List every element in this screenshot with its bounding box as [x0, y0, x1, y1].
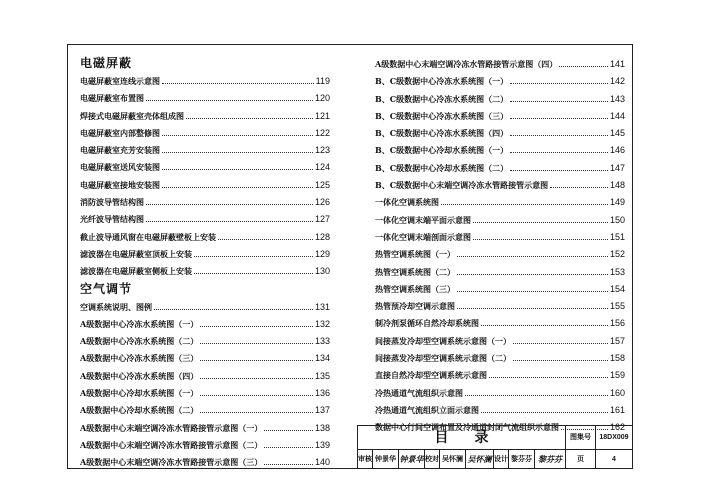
toc-entry [80, 124, 330, 141]
dot-leader [473, 228, 608, 240]
dot-leader [200, 401, 313, 413]
dot-leader [510, 90, 608, 102]
dot-leader [513, 349, 608, 361]
toc-entry [375, 141, 625, 158]
toc-entry [80, 315, 330, 332]
toc-entry [375, 228, 625, 245]
toc-entry-page: 124 [314, 162, 330, 173]
toc-entry-page: 161 [609, 404, 625, 415]
toc-entry-page: 128 [314, 231, 330, 242]
dot-leader [559, 55, 608, 67]
toc-entry [80, 419, 330, 436]
toc-entry-title: A级数据中心冷冻水系统图（二） [80, 336, 199, 347]
toc-entry-title: A级数据中心末端空调冷冻水管路接管示意图（四） [375, 59, 558, 69]
section-heading: 电磁屏蔽 [80, 56, 133, 70]
toc-entry-page: 145 [609, 128, 625, 139]
dot-leader [457, 245, 608, 257]
toc-entry-page: 122 [314, 127, 330, 138]
dot-leader [264, 436, 313, 448]
toc-entry-page: 120 [314, 93, 330, 104]
reviewer-signature: 钟景华 [399, 450, 425, 469]
dot-leader [200, 315, 313, 327]
toc-entry-title: B、C级数据中心冷却水系统图（一） [375, 145, 509, 156]
toc-entry [375, 349, 625, 366]
drawing-frame [67, 44, 633, 469]
dot-leader [194, 262, 313, 274]
dot-leader [510, 124, 608, 136]
toc-entry-title: 间接蒸发冷却型空调系统示意图（一） [375, 335, 511, 346]
toc-entry-title: 滤波器在电磁屏蔽室顶板上安装 [80, 248, 192, 259]
toc-right-column [375, 55, 625, 436]
toc-entry-page: 157 [609, 335, 625, 346]
toc-entry [80, 210, 330, 227]
dot-leader [162, 124, 313, 136]
toc-entry [375, 193, 625, 210]
dot-leader [162, 72, 314, 84]
toc-entry-page: 153 [609, 266, 625, 277]
dot-leader [473, 211, 608, 223]
dot-leader [481, 401, 608, 413]
toc-entry-page: 137 [314, 405, 330, 416]
toc-entry-title: 电磁屏蔽室连线示意图 [80, 76, 160, 86]
toc-entry-page: 155 [609, 301, 625, 312]
design-label: 设计 [494, 450, 509, 469]
dot-leader [162, 158, 313, 170]
toc-entry-page: 123 [314, 145, 330, 156]
toc-entry [80, 107, 330, 124]
toc-entry [80, 228, 330, 245]
toc-entry-title: 制冷剂泵循环自然冷却系统图 [375, 318, 479, 329]
dot-leader [513, 332, 608, 344]
dot-leader [510, 159, 608, 171]
toc-entry-title: A级数据中心冷冻水系统图（三） [80, 353, 199, 364]
toc-entry-title: 光纤波导管结构图 [80, 214, 144, 225]
toc-entry [375, 176, 625, 193]
toc-entry [375, 401, 625, 418]
toc-entry [375, 72, 625, 89]
dot-leader [550, 176, 608, 188]
toc-entry-title: 热管预冷却空调示意图 [375, 301, 455, 312]
toc-entry [80, 89, 330, 106]
toc-entry [80, 193, 330, 210]
toc-entry-page: 151 [609, 231, 625, 242]
toc-entry [80, 332, 330, 349]
toc-entry [375, 55, 625, 72]
toc-entry-page: 149 [609, 197, 625, 208]
toc-entry-title: A级数据中心冷冻水系统图（一） [80, 318, 199, 329]
toc-entry-title: 一体化空调末端平面示意图 [375, 214, 471, 225]
dot-leader [510, 107, 608, 119]
toc-entry-title: B、C级数据中心冷冻水系统图（三） [375, 110, 509, 121]
toc-entry-title: B、C级数据中心冷冻水系统图（一） [375, 76, 509, 87]
toc-entry-page: 141 [609, 59, 625, 69]
toc-entry-page: 132 [314, 318, 330, 329]
toc-entry [375, 314, 625, 331]
designer-signature: 黎芬芬 [535, 450, 566, 469]
toc-entry-title: 一体化空调系统图 [375, 197, 439, 208]
toc-entry-page: 135 [314, 370, 330, 381]
designer-name: 黎芬芬 [509, 450, 535, 469]
toc-entry-page: 147 [609, 162, 625, 173]
toc-entry-page: 142 [609, 76, 625, 87]
toc-entry-title: 热管空调系统图（一） [375, 249, 455, 260]
toc-entry-title: 冷热通道气流组织立面示意图 [375, 404, 479, 415]
dot-leader [441, 193, 608, 205]
toc-entry [375, 124, 625, 141]
toc-entry [375, 90, 625, 107]
toc-entry [375, 297, 625, 314]
toc-entry-page: 152 [609, 249, 625, 260]
toc-entry-page: 130 [314, 266, 330, 277]
toc-entry-title: 空调系统说明、图例 [80, 301, 152, 312]
toc-entry-title: 直接自然冷却型空调系统示意图 [375, 370, 487, 381]
toc-entry-page: 139 [314, 439, 330, 450]
toc-left-column [80, 55, 330, 471]
atlas-label: 图集号 [566, 426, 596, 450]
checker-signature: 吴怀澜 [466, 450, 494, 469]
toc-entry-title: 电磁屏蔽室布置图 [80, 93, 144, 104]
toc-entry-page: 121 [314, 110, 330, 121]
toc-entry-title: 焊接式电磁屏蔽室壳体组成图 [80, 110, 184, 121]
toc-entry-page: 126 [314, 197, 330, 208]
toc-entry-page: 160 [609, 387, 625, 398]
reviewer-name: 钟景华 [373, 450, 399, 469]
toc-entry-page: 159 [609, 370, 625, 381]
toc-entry [375, 159, 625, 176]
toc-entry-page: 131 [314, 301, 330, 312]
toc-entry-title: B、C级数据中心冷却水系统图（二） [375, 162, 509, 173]
toc-entry-title: A级数据中心冷却水系统图（二） [80, 405, 199, 416]
toc-entry-title: A级数据中心冷却水系统图（一） [80, 388, 199, 399]
toc-entry-title: 热管空调系统图（二） [375, 266, 455, 277]
toc-entry-title: 电磁屏蔽室送风安装图 [80, 162, 160, 173]
toc-entry-title: 消防波导管结构图 [80, 197, 144, 208]
toc-entry [375, 384, 625, 401]
dot-leader [481, 314, 608, 326]
toc-entry-page: 158 [609, 353, 625, 364]
toc-entry-page: 127 [314, 214, 330, 225]
toc-entry-title: 热管空调系统图（三） [375, 283, 455, 294]
toc-entry [80, 245, 330, 262]
toc-entry-page: 150 [609, 214, 625, 225]
dot-leader [200, 367, 313, 379]
dot-leader [194, 245, 313, 257]
toc-entry-title: A级数据中心末端空调冷冻水管路接管示意图（二） [80, 439, 263, 450]
toc-entry [80, 141, 330, 158]
toc-entry [375, 332, 625, 349]
toc-entry [80, 72, 330, 89]
page-label: 页 [566, 450, 596, 469]
toc-entry-page: 129 [314, 248, 330, 259]
dot-leader [264, 419, 313, 431]
toc-entry-page: 119 [315, 76, 330, 86]
toc-entry [375, 211, 625, 228]
toc-entry-title: 冷热通道气流组织示意图 [375, 387, 463, 398]
toc-entry-title: 电磁屏蔽室接地安装图 [80, 179, 160, 190]
toc-entry-page: 154 [609, 283, 625, 294]
toc-entry-title: 滤波器在电磁屏蔽室侧板上安装 [80, 266, 192, 277]
toc-entry [80, 384, 330, 401]
check-label: 校对 [425, 450, 440, 469]
toc-entry [80, 453, 330, 470]
toc-entry-title: 截止波导通风窗在电磁屏蔽壁板上安装 [80, 231, 216, 242]
toc-entry-page: 156 [609, 318, 625, 329]
toc-entry [375, 107, 625, 124]
toc-entry [375, 280, 625, 297]
toc-entry [80, 367, 330, 384]
drawing-title: 目录 [358, 426, 566, 450]
dot-leader [146, 210, 313, 222]
title-block [357, 425, 632, 468]
dot-leader [457, 280, 608, 292]
toc-entry-title: 间接蒸发冷却型空调系统示意图（二） [375, 353, 511, 364]
toc-entry-title: 数据中心行间空调布置及冷通道封闭气流组织示意图 [375, 422, 559, 433]
toc-entry-title: A级数据中心冷冻水系统图（四） [80, 370, 199, 381]
checker-name: 吴怀澜 [440, 450, 466, 469]
toc-entry [375, 366, 625, 383]
toc-entry-page: 146 [609, 145, 625, 156]
dot-leader [510, 141, 608, 153]
dot-leader [200, 349, 313, 361]
dot-leader [457, 297, 608, 309]
dot-leader [489, 366, 608, 378]
atlas-number: 18DX009 [596, 426, 633, 450]
dot-leader [200, 332, 313, 344]
dot-leader [510, 72, 608, 84]
toc-entry-page: 133 [314, 336, 330, 347]
toc-entry [80, 298, 330, 315]
toc-entry-title: B、C级数据中心冷冻水系统图（四） [375, 128, 509, 139]
toc-entry [80, 158, 330, 175]
toc-entry-title: 电磁屏蔽室充芳安装图 [80, 145, 160, 156]
toc-entry-page: 144 [609, 110, 625, 121]
toc-entry-page: 138 [314, 422, 330, 433]
dot-leader [162, 141, 313, 153]
toc-entry [375, 245, 625, 262]
toc-entry-page: 125 [314, 179, 330, 190]
toc-entry-page: 140 [314, 457, 330, 468]
toc-entry [80, 262, 330, 279]
toc-entry-page: 136 [314, 388, 330, 399]
dot-leader [146, 89, 313, 101]
dot-leader [264, 453, 313, 465]
toc-entry-page: 143 [609, 93, 625, 104]
toc-entry [80, 176, 330, 193]
dot-leader [218, 228, 313, 240]
dot-leader [457, 263, 608, 275]
toc-entry-page: 134 [314, 353, 330, 364]
dot-leader [154, 298, 313, 310]
toc-entry-title: A级数据中心末端空调冷冻水管路接管示意图（三） [80, 457, 263, 468]
toc-entry-title: 一体化空调末端剖面示意图 [375, 231, 471, 242]
toc-entry-page: 162 [609, 422, 625, 433]
dot-leader [465, 384, 608, 396]
toc-entry-title: 电磁屏蔽室内部整修图 [80, 127, 160, 138]
toc-entry-title: B、C级数据中心末端空调冷冻水管路接管示意图 [375, 180, 549, 191]
toc-entry [80, 436, 330, 453]
dot-leader [186, 107, 313, 119]
toc-entry [80, 401, 330, 418]
dot-leader [146, 193, 313, 205]
dot-leader [200, 384, 313, 396]
toc-entry [375, 263, 625, 280]
review-label: 审核 [358, 450, 373, 469]
toc-entry-title: A级数据中心末端空调冷冻水管路接管示意图（一） [80, 422, 263, 433]
toc-entry-page: 148 [609, 180, 625, 191]
toc-entry [80, 349, 330, 366]
toc-entry-title: B、C级数据中心冷冻水系统图（二） [375, 93, 509, 104]
page-number: 4 [596, 450, 633, 469]
dot-leader [162, 176, 313, 188]
section-heading: 空气调节 [80, 281, 133, 296]
